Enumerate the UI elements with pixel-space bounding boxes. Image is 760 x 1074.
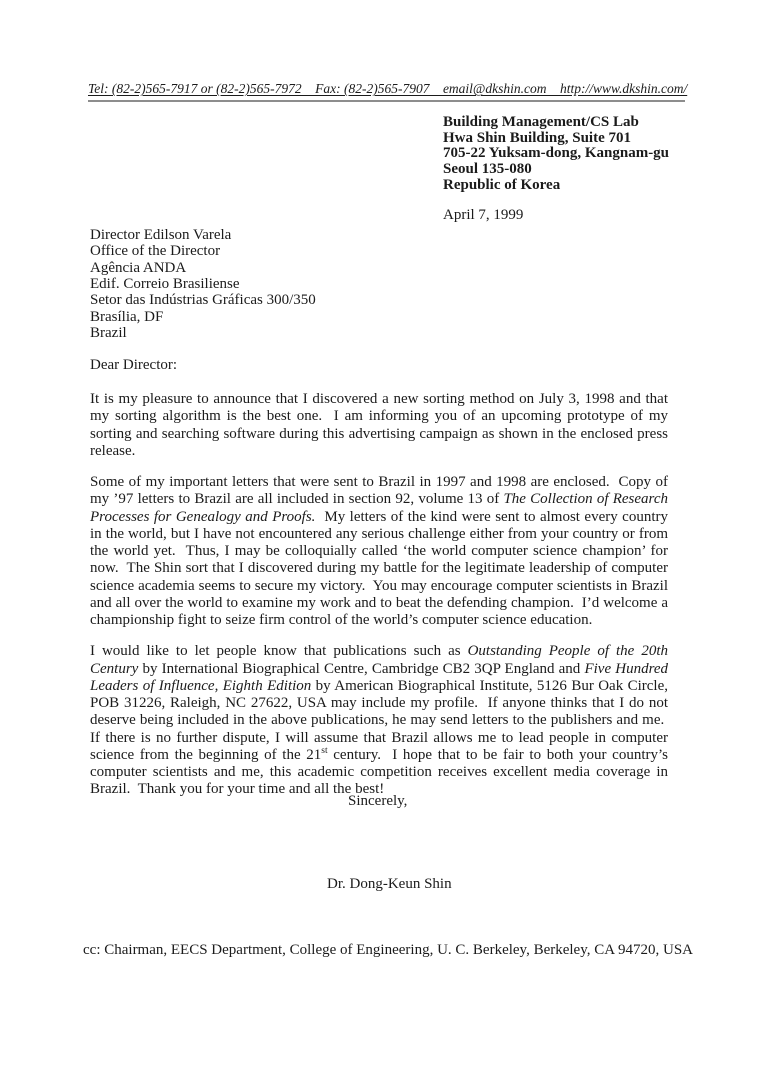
address-line: Brazil (90, 325, 127, 342)
letter-paragraph (90, 474, 668, 629)
paragraph-segment: It is my pleasure to announce that I discovered a new sorting method on July 3, 1998 and that my sorting algorithm is the best one. I am informing you of an upcoming prototype of my sorting and searching software during this advertising campaign as shown in the enclosed press release. (90, 391, 668, 459)
address-line: Building Management/CS Lab (443, 114, 639, 130)
salutation: Dear Director: (90, 357, 178, 373)
address-line: Director Edilson Varela (90, 227, 232, 243)
address-line: Seoul 135-080 (443, 161, 532, 178)
cc-line: cc: Chairman, EECS Department, College of Engineering, U. C. Berkeley, Berkeley, CA 94720, USA (83, 942, 694, 958)
recipient-address-block (90, 227, 316, 341)
address-line: Republic of Korea (443, 176, 561, 193)
address-line: 705-22 Yuksam-dong, Kangnam-gu (443, 145, 670, 162)
paragraph-segment: by International Biographical Centre, Cambridge CB2 3QP England and (138, 660, 585, 677)
date-line: April 7, 1999 (443, 207, 524, 223)
address-line: Office of the Director (90, 243, 221, 260)
letterhead-contact-line: Tel: (82-2)565-7917 or (82-2)565-7972 Fax: (82-2)565-7907 email@dkshin.com http://www.dkshin.com/ (88, 81, 688, 96)
letter-body (90, 391, 668, 813)
paragraph-segment: century. I hope that to be fair to both your country’s computer scientists and me, this academic competition receives excellent media coverage in Brazil. Thank you for your time and all the best! (90, 746, 668, 798)
address-line: Hwa Shin Building, Suite 701 (443, 129, 631, 146)
paragraph-segment: Five Hundred Leaders of Influence, Eighth Edition (90, 660, 669, 694)
address-line: Setor das Indústrias Gráficas 300/350 (90, 292, 316, 309)
address-line: Edif. Correio Brasiliense (90, 276, 240, 293)
paragraph-segment: Some of my important letters that were sent to Brazil in 1997 and 1998 are enclosed. Copy of my ’97 letters to Brazil are all included in section 92, volume 13 of (90, 474, 668, 508)
letter-paragraph (90, 643, 668, 798)
valediction: Sincerely, (348, 793, 408, 809)
paragraph-segment: st (321, 745, 328, 756)
paragraph-segment: Outstanding People of the 20th Century (90, 643, 668, 677)
sender-address-block (443, 115, 669, 194)
paragraph-segment: The Collection of Research Processes for Genealogy and Proofs. (90, 491, 668, 525)
signature-name: Dr. Dong-Keun Shin (327, 876, 452, 892)
address-line: Brasília, DF (90, 308, 164, 325)
paragraph-segment: by American Biographical Institute, 5126 Bur Oak Circle, POB 31226, Raleigh, NC 27622, USA may include my profile. If anyone thinks that I do not deserve being included in the above publications, he may send letters to the publishers and me. If there is no further dispute, I will assume that Brazil allows me to lead people in computer science from the beginning of the 21 (90, 677, 668, 763)
letter-paragraph (90, 391, 668, 460)
paragraph-segment: My letters of the kind were sent to almost every country in the world, but I have not encountered any serious challenge either from your country or from the world yet. Thus, I may be colloquially called ‘the world computer science champion’ for now. The Shin sort that I discovered during my battle for the legitimate leadership of computer science academia seems to secure my victory. You may encourage computer scientists in Brazil and all over the world to examine my work and to beat the defending champion. I’d welcome a championship fight to seize firm control of the world’s computer science education. (90, 508, 668, 628)
paragraph-segment: I would like to let people know that publications such as (90, 643, 468, 660)
address-line: Agência ANDA (90, 259, 187, 276)
letterhead-rule (88, 81, 688, 102)
